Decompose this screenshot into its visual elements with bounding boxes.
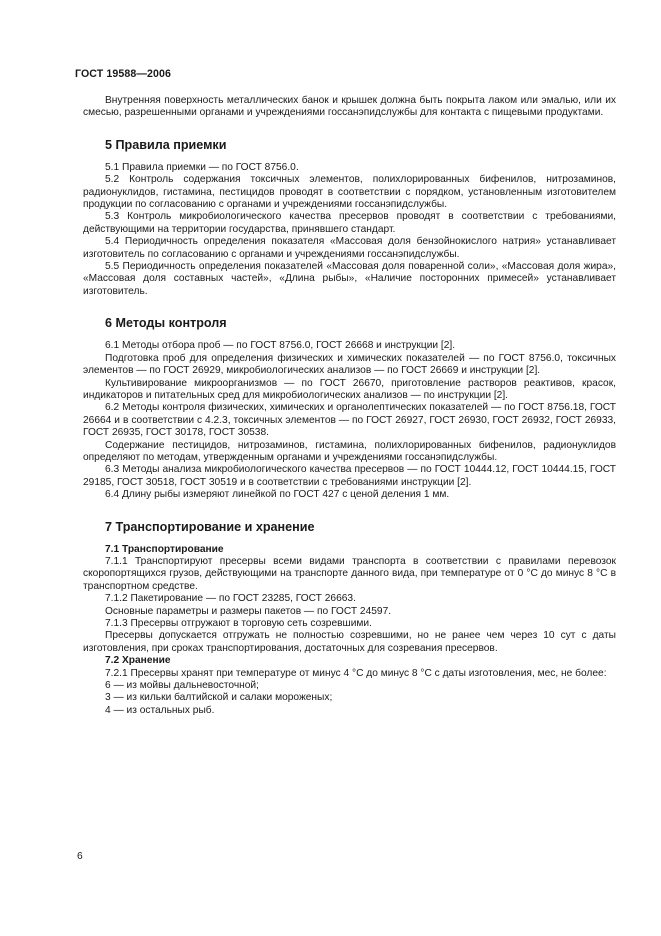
paragraph-6-1-cultivation: Культивирование микроорганизмов — по ГОСТ 26670, приготовление растворов реактивов, красок, индикаторов и питательных сред для микробиологических анализов — по инструкции [2]. xyxy=(83,377,616,401)
section-7-heading: 7 Транспортирование и хранение xyxy=(105,519,315,534)
page-number: 6 xyxy=(77,851,83,862)
paragraph-6-4: 6.4 Длину рыбы измеряют линейкой по ГОСТ 427 с ценой деления 1 мм. xyxy=(105,489,450,501)
paragraph-7-1-3-partial: Пресервы допускается отгружать не полностью созревшими, но не ранее чем через 10 сут с даты изготовления, при сроках транспортирования, достаточных для созревания пресервов. xyxy=(83,630,616,654)
paragraph-7-1-1: 7.1.1 Транспортируют пресервы всеми видами транспорта в соответствии с правилами перевозок скоропортящихся грузов, действующими на транспорте данного вида, при температуре от 0 °С до минус 8 °С в транспортном средстве. xyxy=(83,555,616,592)
paragraph-7-1-2-params: Основные параметры и размеры пакетов — по ГОСТ 24597. xyxy=(105,605,392,617)
subsection-7-2-heading: 7.2 Хранение xyxy=(105,655,171,667)
paragraph-6-3: 6.3 Методы анализа микробиологического качества пресервов — по ГОСТ 10444.12, ГОСТ 10444.15, ГОСТ 29185, ГОСТ 30518, ГОСТ 30519 и в соответствии с требованиями инструкции [2]. xyxy=(83,464,616,488)
paragraph-7-2-1: 7.2.1 Пресервы хранят при температуре от минус 4 °С до минус 8 °С с даты изготовления, мес, не более: xyxy=(105,667,607,679)
intro-paragraph: Внутренняя поверхность металлических банок и крышек должна быть покрыта лаком или эмалью, или их смесью, разрешенными органами и учреждениями госсанэпидслужбы для контакта с пищевыми продуктами. xyxy=(83,95,616,119)
section-6-heading: 6 Методы контроля xyxy=(105,316,227,331)
paragraph-5-3: 5.3 Контроль микробиологического качества пресервов проводят в соответствии с требованиями, действующими на территории государства, принявшего стандарт. xyxy=(83,211,616,235)
paragraph-6-1: 6.1 Методы отбора проб — по ГОСТ 8756.0, ГОСТ 26668 и инструкции [2]. xyxy=(105,340,456,352)
paragraph-5-4: 5.4 Периодичность определения показателя «Массовая доля бензойнокислого натрия» устанавливает изготовитель по согласованию с органами и учреждениями госсанэпидслужбы. xyxy=(83,236,616,260)
storage-list-item-capelin: 6 — из мойвы дальневосточной; xyxy=(105,680,259,692)
section-5-heading: 5 Правила приемки xyxy=(105,137,227,152)
subsection-7-1-heading: 7.1 Транспортирование xyxy=(105,543,224,555)
paragraph-5-1: 5.1 Правила приемки — по ГОСТ 8756.0. xyxy=(105,161,299,173)
document-code-header: ГОСТ 19588—2006 xyxy=(75,68,172,80)
paragraph-6-1-prep: Подготовка проб для определения физических и химических показателей — по ГОСТ 8756.0, токсичных элементов — по ГОСТ 26929, микробиологических анализов — по ГОСТ 26669 и инструкции [2]. xyxy=(83,352,616,377)
paragraph-6-2-contents: Содержание пестицидов, нитрозаминов, гистамина, полихлорированных бифенилов, радионуклидов определяют по методам, утвержденным органами и учреждениями госсанэпидслужбы. xyxy=(83,439,616,463)
paragraph-7-1-2: 7.1.2 Пакетирование — по ГОСТ 23285, ГОСТ 26663. xyxy=(105,593,356,605)
paragraph-6-2: 6.2 Методы контроля физических, химических и органолептических показателей — по ГОСТ 8756.18, ГОСТ 26664 и в соответствии с 4.2.3, токсичных элементов — по ГОСТ 26927, ГОСТ 26930, ГОСТ 26932, ГОСТ 26933, ГОСТ 26935, ГОСТ 30178, ГОСТ 30538. xyxy=(83,402,616,439)
paragraph-7-1-3: 7.1.3 Пресервы отгружают в торговую сеть созревшими. xyxy=(105,618,372,629)
paragraph-5-5: 5.5 Периодичность определения показателей «Массовая доля поваренной соли», «Массовая доля жира», «Массовая доля составных частей», «Длина рыбы», «Наличие посторонних примесей» устанавливает изготовитель. xyxy=(83,261,616,297)
paragraph-5-2: 5.2 Контроль содержания токсичных элементов, полихлорированных бифенилов, нитрозаминов, радионуклидов, гистамина, пестицидов проводят в соответствии с порядком, установленным изготовителем продукции по согласованию с органами и учреждениями госсанэпидслужбы. xyxy=(83,174,616,211)
storage-list-item-other: 4 — из остальных рыб. xyxy=(105,704,215,716)
document-body xyxy=(83,95,616,717)
storage-list-item-sprat: 3 — из кильки балтийской и салаки мороженых; xyxy=(105,692,333,704)
